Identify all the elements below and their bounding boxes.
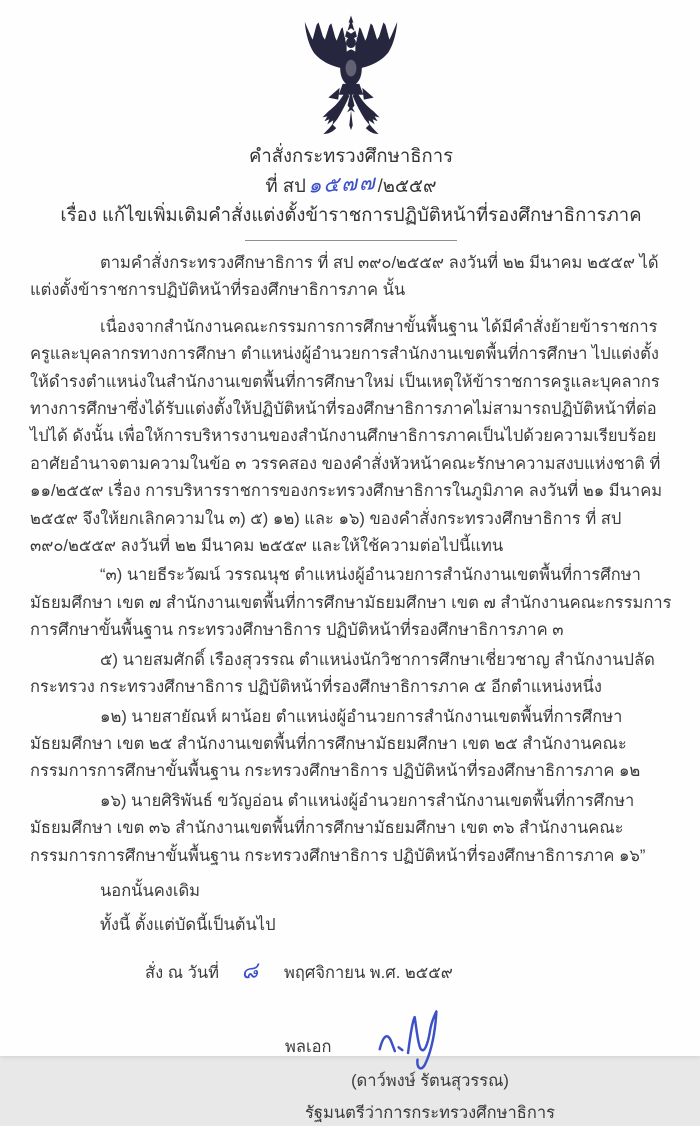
closing-note: นอกนั้นคงเดิม: [100, 881, 201, 900]
signature-row: [280, 1002, 580, 1064]
signature-ink-icon: [370, 1002, 465, 1070]
signer-position: รัฐมนตรีว่าการกระทรวงศึกษาธิการ: [305, 1103, 555, 1122]
date-rest: พฤศจิกายน พ.ศ. ๒๕๕๙: [284, 963, 453, 982]
document-title: คำสั่งกระทรวงศึกษาธิการ: [248, 145, 454, 166]
order-number-handwritten: ๑๕๗๗: [307, 170, 378, 198]
emblem-container: [30, 14, 672, 142]
paragraph-preamble: ตามคำสั่งกระทรวงศึกษาธิการ ที่ สป ๓๙๐/๒๕๕๙ ลงวันที่ ๒๒ มีนาคม ๒๕๕๙ ได้แต่งตั้งข้าราชการปฏิบัติหน้าที่รองศึกษาธิการภาค นั้น: [30, 254, 659, 300]
order-number-line: [30, 170, 672, 202]
date-day-handwritten: ๘: [239, 956, 260, 984]
effective-note: ทั้งนี้ ตั้งแต่บัดนี้เป็นต้นไป: [100, 916, 276, 935]
amendment-item-3: “๓) นายธีระวัฒน์ วรรณนุช ตำแหน่งผู้อำนวยการสำนักงานเขตพื้นที่การศึกษามัธยมศึกษา เขต ๗ สำนักงานเขตพื้นที่การศึกษามัธยมศึกษา เขต ๗ สำนักงานคณะกรรมการการศึกษาขั้นพื้นฐาน กระทรวงศึกษาธิการ ปฏิบัติหน้าที่รองศึกษาธิการภาค ๓: [30, 566, 672, 640]
order-date-line: [145, 953, 672, 988]
signer-rank: พลเอก: [285, 1037, 332, 1056]
document-body: [30, 250, 672, 940]
order-number-suffix: /๒๕๕๙: [377, 174, 437, 196]
document-header: [30, 142, 672, 229]
signature-block: [280, 1002, 580, 1126]
amendment-item-12: ๑๒) นายสายัณห์ ผาน้อย ตำแหน่งผู้อำนวยการสำนักงานเขตพื้นที่การศึกษามัธยมศึกษา เขต ๒๕ สำนักงานเขตพื้นที่การศึกษามัธยมศึกษา เขต ๒๕ สำนักงานคณะกรรมการการศึกษาขั้นพื้นฐาน กระทรวงศึกษาธิการ ปฏิบัติหน้าที่รองศึกษาธิการภาค ๑๒: [30, 707, 641, 781]
order-number-prefix: ที่ สป: [265, 174, 306, 196]
date-prefix: สั่ง ณ วันที่: [145, 963, 220, 982]
garuda-emblem-icon: [277, 14, 425, 137]
amendment-item-5: ๕) นายสมศักดิ์ เรืองสุวรรณ ตำแหน่งนักวิชาการศึกษาเชี่ยวชาญ สำนักงานปลัดกระทรวง กระทรวงศึกษาธิการ ปฏิบัติหน้าที่รองศึกษาธิการภาค ๕ อีกตำแหน่งหนึ่ง: [30, 650, 655, 697]
paragraph-rationale: เนื่องจากสำนักงานคณะกรรมการการศึกษาขั้นพื้นฐาน ได้มีคำสั่งย้ายข้าราชการครูและบุคลากรทางการศึกษา ตำแหน่งผู้อำนวยการสำนักงานเขตพื้นที่การศึกษา ไปแต่งตั้งให้ดำรงตำแหน่งในสำนักงานเขตพื้นที่การศึกษาใหม่ เป็นเหตุให้ข้าราชการครูและบุคลากรทางการศึกษาซึ่งได้รับแต่งตั้งให้ปฏิบัติหน้าที่รองศึกษาธิการภาคไม่สามารถปฏิบัติหน้าที่ต่อไปได้ ดังนั้น เพื่อให้การบริหารงานของสำนักงานศึกษาธิการภาคเป็นไปด้วยความเรียบร้อย อาศัยอำนาจตามความในข้อ ๓ วรรคสอง ของคำสั่งหัวหน้าคณะรักษาความสงบแห่งชาติ ที่ ๑๑/๒๕๕๙ เรื่อง การบริหารราชการของกระทรวงศึกษาธิการในภูมิภาค ลงวันที่ ๒๑ มีนาคม ๒๕๕๙ จึงให้ยกเลิกความใน ๓) ๕) ๑๒) และ ๑๖) ของคำสั่งกระทรวงศึกษาธิการ ที่ สป ๓๙๐/๒๕๕๙ ลงวันที่ ๒๒ มีนาคม ๒๕๕๙ และให้ใช้ความต่อไปนี้แทน: [30, 317, 663, 556]
amendment-item-16: ๑๖) นายศิริพันธ์ ขวัญอ่อน ตำแหน่งผู้อำนวยการสำนักงานเขตพื้นที่การศึกษามัธยมศึกษา เขต ๓๖ สำนักงานเขตพื้นที่การศึกษามัธยมศึกษา เขต ๓๖ สำนักงานคณะกรรมการการศึกษาขั้นพื้นฐาน กระทรวงศึกษาธิการ ปฏิบัติหน้าที่รองศึกษาธิการภาค ๑๖”: [30, 791, 646, 865]
header-divider: [245, 240, 457, 241]
subject-line: เรื่อง แก้ไขเพิ่มเติมคำสั่งแต่งตั้งข้าราชการปฏิบัติหน้าที่รองศึกษาธิการภาค: [60, 204, 642, 226]
signer-name: (ดาว์พงษ์ รัตนสุวรรณ): [351, 1071, 509, 1090]
